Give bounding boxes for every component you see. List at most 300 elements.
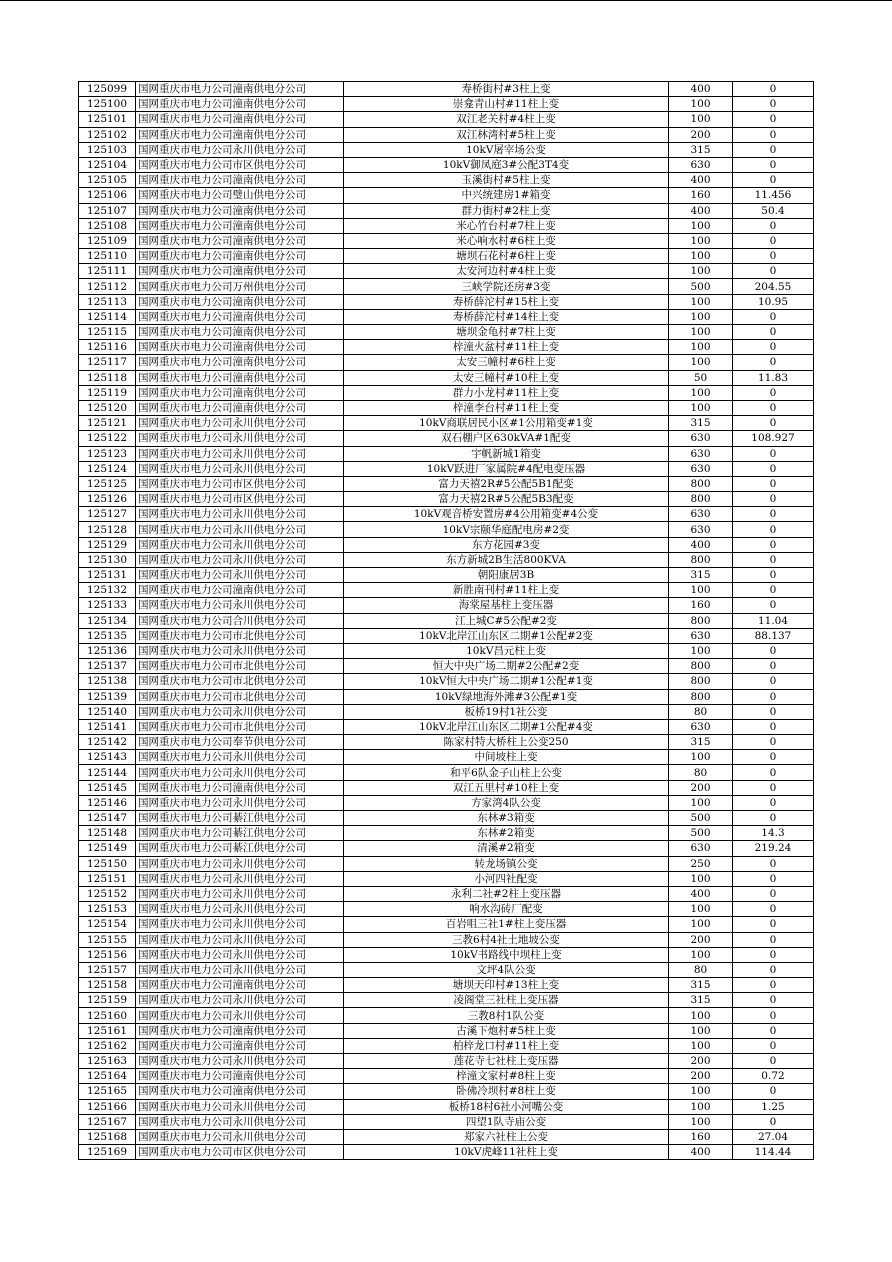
table-row	[79, 203, 814, 218]
capacity-cell: 100	[669, 400, 733, 415]
table-row	[79, 537, 814, 552]
value-cell: 11.04	[733, 613, 814, 628]
record-id-cell: 125120	[79, 400, 136, 415]
capacity-cell: 100	[669, 249, 733, 264]
value-cell: 0	[733, 583, 814, 598]
transformer-name-cell: 板桥18村6社小河嘴公变	[344, 1099, 669, 1114]
table-row	[79, 643, 814, 658]
record-id-cell: 125131	[79, 568, 136, 583]
company-cell: 国网重庆市电力公司市区供电分公司	[136, 476, 344, 491]
value-cell: 0	[733, 856, 814, 871]
transformer-name-cell: 中兴统建房1#箱变	[344, 188, 669, 203]
capacity-cell: 315	[669, 568, 733, 583]
value-cell: 11.456	[733, 188, 814, 203]
transformer-name-cell: 塘坝天印村#13柱上变	[344, 978, 669, 993]
value-cell: 0	[733, 522, 814, 537]
value-cell: 0	[733, 264, 814, 279]
capacity-cell: 800	[669, 476, 733, 491]
transformer-name-cell: 百岩咀三社1#柱上变压器	[344, 917, 669, 932]
table-row	[79, 446, 814, 461]
transformer-name-cell: 四望1队寺庙公变	[344, 1114, 669, 1129]
transformer-name-cell: 转龙场镇公变	[344, 856, 669, 871]
record-id-cell: 125100	[79, 97, 136, 112]
table-row	[79, 674, 814, 689]
table-row	[79, 82, 814, 97]
record-id-cell: 125130	[79, 552, 136, 567]
capacity-cell: 100	[669, 947, 733, 962]
company-cell: 国网重庆市电力公司潼南供电分公司	[136, 1069, 344, 1084]
record-id-cell: 125152	[79, 886, 136, 901]
transformer-name-cell: 恒大中央广场二期#2公配#2变	[344, 659, 669, 674]
transformer-name-cell: 古溪下炮村#5柱上变	[344, 1023, 669, 1038]
company-cell: 国网重庆市电力公司永川供电分公司	[136, 507, 344, 522]
record-id-cell: 125159	[79, 993, 136, 1008]
capacity-cell: 100	[669, 355, 733, 370]
company-cell: 国网重庆市电力公司潼南供电分公司	[136, 780, 344, 795]
company-cell: 国网重庆市电力公司璧山供电分公司	[136, 188, 344, 203]
record-id-cell: 125127	[79, 507, 136, 522]
company-cell: 国网重庆市电力公司万州供电分公司	[136, 279, 344, 294]
record-id-cell: 125140	[79, 704, 136, 719]
company-cell: 国网重庆市电力公司永川供电分公司	[136, 142, 344, 157]
value-cell: 0	[733, 993, 814, 1008]
record-id-cell: 125145	[79, 780, 136, 795]
record-id-cell: 125114	[79, 309, 136, 324]
capacity-cell: 100	[669, 643, 733, 658]
capacity-cell: 100	[669, 1099, 733, 1114]
record-id-cell: 125142	[79, 735, 136, 750]
value-cell: 0	[733, 309, 814, 324]
company-cell: 国网重庆市电力公司永川供电分公司	[136, 568, 344, 583]
record-id-cell: 125154	[79, 917, 136, 932]
transformer-name-cell: 海棠屋基柱上变压器	[344, 598, 669, 613]
transformer-name-cell: 塘坝石花村#6柱上变	[344, 249, 669, 264]
value-cell: 0	[733, 947, 814, 962]
record-id-cell: 125112	[79, 279, 136, 294]
record-id-cell: 125155	[79, 932, 136, 947]
record-id-cell: 125135	[79, 628, 136, 643]
record-id-cell: 125141	[79, 719, 136, 734]
value-cell: 0	[733, 719, 814, 734]
table-row	[79, 689, 814, 704]
capacity-cell: 630	[669, 446, 733, 461]
record-id-cell: 125101	[79, 112, 136, 127]
transformer-name-cell: 10kV宗颐华庭配电房#2变	[344, 522, 669, 537]
table-row	[79, 1099, 814, 1114]
table-row	[79, 1038, 814, 1053]
record-id-cell: 125104	[79, 157, 136, 172]
transformer-name-cell: 宇帆新城1箱变	[344, 446, 669, 461]
record-id-cell: 125160	[79, 1008, 136, 1023]
table-row	[79, 902, 814, 917]
transformer-name-cell: 10kV虎峰11社柱上变	[344, 1145, 669, 1160]
company-cell: 国网重庆市电力公司永川供电分公司	[136, 947, 344, 962]
transformer-name-cell: 响水沟砖厂配变	[344, 902, 669, 917]
capacity-cell: 630	[669, 461, 733, 476]
company-cell: 国网重庆市电力公司市北供电分公司	[136, 689, 344, 704]
capacity-cell: 100	[669, 264, 733, 279]
capacity-cell: 200	[669, 932, 733, 947]
capacity-cell: 100	[669, 340, 733, 355]
transformer-name-cell: 东方新城2B生活800KVA	[344, 552, 669, 567]
transformer-name-cell: 米心响水村#6柱上变	[344, 233, 669, 248]
company-cell: 国网重庆市电力公司永川供电分公司	[136, 993, 344, 1008]
record-id-cell: 125148	[79, 826, 136, 841]
table-row	[79, 97, 814, 112]
value-cell: 0	[733, 811, 814, 826]
transformer-name-cell: 卧佛冷坝村#8柱上变	[344, 1084, 669, 1099]
capacity-cell: 100	[669, 1023, 733, 1038]
value-cell: 0	[733, 82, 814, 97]
capacity-cell: 100	[669, 902, 733, 917]
table-row	[79, 795, 814, 810]
record-id-cell: 125102	[79, 127, 136, 142]
table-row	[79, 1023, 814, 1038]
record-id-cell: 125107	[79, 203, 136, 218]
record-id-cell: 125169	[79, 1145, 136, 1160]
transformer-name-cell: 10kV恒大中央广场二期#1公配#1变	[344, 674, 669, 689]
company-cell: 国网重庆市电力公司潼南供电分公司	[136, 1023, 344, 1038]
value-cell: 204.55	[733, 279, 814, 294]
transformer-name-cell: 清溪#2箱变	[344, 841, 669, 856]
transformer-name-cell: 双江老关村#4柱上变	[344, 112, 669, 127]
company-cell: 国网重庆市电力公司永川供电分公司	[136, 643, 344, 658]
transformer-name-cell: 郑家六社柱上公变	[344, 1129, 669, 1144]
table-row	[79, 127, 814, 142]
company-cell: 国网重庆市电力公司永川供电分公司	[136, 750, 344, 765]
value-cell: 0	[733, 1008, 814, 1023]
transformer-name-cell: 崇龛青山村#11柱上变	[344, 97, 669, 112]
company-cell: 国网重庆市电力公司永川供电分公司	[136, 1114, 344, 1129]
table-row	[79, 841, 814, 856]
value-cell: 0	[733, 704, 814, 719]
table-row	[79, 173, 814, 188]
capacity-cell: 200	[669, 127, 733, 142]
company-cell: 国网重庆市电力公司市北供电分公司	[136, 659, 344, 674]
company-cell: 国网重庆市电力公司潼南供电分公司	[136, 233, 344, 248]
capacity-cell: 100	[669, 871, 733, 886]
table-row	[79, 704, 814, 719]
capacity-cell: 630	[669, 719, 733, 734]
record-id-cell: 125156	[79, 947, 136, 962]
table-row	[79, 431, 814, 446]
capacity-cell: 630	[669, 841, 733, 856]
transformer-name-cell: 东林#3箱变	[344, 811, 669, 826]
table-row	[79, 583, 814, 598]
value-cell: 0	[733, 552, 814, 567]
capacity-cell: 200	[669, 1069, 733, 1084]
table-row	[79, 962, 814, 977]
value-cell: 11.83	[733, 370, 814, 385]
transformer-name-cell: 10kV北岸江山东区二期#1公配#4变	[344, 719, 669, 734]
value-cell: 0	[733, 643, 814, 658]
value-cell: 0	[733, 962, 814, 977]
table-row	[79, 249, 814, 264]
table-row	[79, 1008, 814, 1023]
table-body	[79, 82, 814, 1160]
table-row	[79, 978, 814, 993]
capacity-cell: 500	[669, 826, 733, 841]
table-row	[79, 765, 814, 780]
table-row	[79, 218, 814, 233]
transformer-name-cell: 太安河边村#4柱上变	[344, 264, 669, 279]
record-id-cell: 125134	[79, 613, 136, 628]
capacity-cell: 100	[669, 750, 733, 765]
record-id-cell: 125108	[79, 218, 136, 233]
transformer-name-cell: 米心竹台村#7柱上变	[344, 218, 669, 233]
table-row	[79, 340, 814, 355]
value-cell: 0	[733, 780, 814, 795]
company-cell: 国网重庆市电力公司永川供电分公司	[136, 598, 344, 613]
record-id-cell: 125151	[79, 871, 136, 886]
transformer-name-cell: 10kV屠宰场公变	[344, 142, 669, 157]
company-cell: 国网重庆市电力公司市区供电分公司	[136, 157, 344, 172]
transformer-name-cell: 双石棚户区630kVA#1配变	[344, 431, 669, 446]
value-cell: 0	[733, 355, 814, 370]
transformer-name-cell: 10kV昌元柱上变	[344, 643, 669, 658]
company-cell: 国网重庆市电力公司潼南供电分公司	[136, 127, 344, 142]
record-id-cell: 125124	[79, 461, 136, 476]
company-cell: 国网重庆市电力公司永川供电分公司	[136, 765, 344, 780]
company-cell: 国网重庆市电力公司潼南供电分公司	[136, 218, 344, 233]
table-row	[79, 112, 814, 127]
capacity-cell: 160	[669, 1129, 733, 1144]
table-row	[79, 279, 814, 294]
table-row	[79, 780, 814, 795]
record-id-cell: 125144	[79, 765, 136, 780]
table-row	[79, 385, 814, 400]
record-id-cell: 125103	[79, 142, 136, 157]
record-id-cell: 125153	[79, 902, 136, 917]
value-cell: 114.44	[733, 1145, 814, 1160]
table-row	[79, 947, 814, 962]
value-cell: 0	[733, 537, 814, 552]
value-cell: 88.137	[733, 628, 814, 643]
record-id-cell: 125129	[79, 537, 136, 552]
transformer-name-cell: 富力天禧2R#5公配5B3配变	[344, 492, 669, 507]
record-id-cell: 125143	[79, 750, 136, 765]
capacity-cell: 630	[669, 157, 733, 172]
transformer-name-cell: 凌阁堂三社柱上变压器	[344, 993, 669, 1008]
table-row	[79, 370, 814, 385]
capacity-cell: 100	[669, 325, 733, 340]
table-row	[79, 932, 814, 947]
value-cell: 0	[733, 568, 814, 583]
value-cell: 0	[733, 659, 814, 674]
record-id-cell: 125105	[79, 173, 136, 188]
company-cell: 国网重庆市电力公司永川供电分公司	[136, 461, 344, 476]
value-cell: 0	[733, 385, 814, 400]
table-row	[79, 886, 814, 901]
capacity-cell: 100	[669, 218, 733, 233]
record-id-cell: 125115	[79, 325, 136, 340]
capacity-cell: 630	[669, 431, 733, 446]
record-id-cell: 125136	[79, 643, 136, 658]
transformer-name-cell: 梓潼火盆村#11柱上变	[344, 340, 669, 355]
record-id-cell: 125166	[79, 1099, 136, 1114]
table-row	[79, 1069, 814, 1084]
capacity-cell: 800	[669, 613, 733, 628]
company-cell: 国网重庆市电力公司永川供电分公司	[136, 917, 344, 932]
record-id-cell: 125106	[79, 188, 136, 203]
table-row	[79, 325, 814, 340]
capacity-cell: 315	[669, 993, 733, 1008]
capacity-cell: 160	[669, 598, 733, 613]
transformer-name-cell: 10kV跃进厂家属院#4配电变压器	[344, 461, 669, 476]
transformer-name-cell: 新胜南刊村#11柱上变	[344, 583, 669, 598]
value-cell: 1.25	[733, 1099, 814, 1114]
value-cell: 0	[733, 1023, 814, 1038]
company-cell: 国网重庆市电力公司市北供电分公司	[136, 719, 344, 734]
capacity-cell: 250	[669, 856, 733, 871]
record-id-cell: 125162	[79, 1038, 136, 1053]
value-cell: 14.3	[733, 826, 814, 841]
company-cell: 国网重庆市电力公司市北供电分公司	[136, 674, 344, 689]
record-id-cell: 125110	[79, 249, 136, 264]
company-cell: 国网重庆市电力公司潼南供电分公司	[136, 249, 344, 264]
record-id-cell: 125147	[79, 811, 136, 826]
table-row	[79, 917, 814, 932]
value-cell: 0	[733, 97, 814, 112]
page-top-rule	[0, 0, 892, 1]
capacity-cell: 400	[669, 203, 733, 218]
value-cell: 0	[733, 674, 814, 689]
value-cell: 0	[733, 446, 814, 461]
company-cell: 国网重庆市电力公司潼南供电分公司	[136, 1084, 344, 1099]
company-cell: 国网重庆市电力公司奉节供电分公司	[136, 735, 344, 750]
transformer-name-cell: 和平6队金子山柱上公变	[344, 765, 669, 780]
record-id-cell: 125123	[79, 446, 136, 461]
capacity-cell: 80	[669, 704, 733, 719]
capacity-cell: 315	[669, 735, 733, 750]
capacity-cell: 400	[669, 1145, 733, 1160]
table-row	[79, 1114, 814, 1129]
record-id-cell: 125157	[79, 962, 136, 977]
company-cell: 国网重庆市电力公司永川供电分公司	[136, 704, 344, 719]
table-row	[79, 492, 814, 507]
company-cell: 国网重庆市电力公司永川供电分公司	[136, 1099, 344, 1114]
transformer-name-cell: 陈家村特大桥柱上公变250	[344, 735, 669, 750]
value-cell: 0	[733, 249, 814, 264]
value-cell: 0	[733, 886, 814, 901]
company-cell: 国网重庆市电力公司市区供电分公司	[136, 492, 344, 507]
transformer-name-cell: 东方花园#3变	[344, 537, 669, 552]
transformer-name-cell: 板桥19村1社公变	[344, 704, 669, 719]
company-cell: 国网重庆市电力公司潼南供电分公司	[136, 294, 344, 309]
table-row	[79, 628, 814, 643]
value-cell: 0	[733, 476, 814, 491]
table-row	[79, 993, 814, 1008]
capacity-cell: 500	[669, 811, 733, 826]
table-row	[79, 811, 814, 826]
capacity-cell: 50	[669, 370, 733, 385]
table-row	[79, 719, 814, 734]
transformer-name-cell: 东林#2箱变	[344, 826, 669, 841]
transformer-name-cell: 太安三幢村#6柱上变	[344, 355, 669, 370]
capacity-cell: 200	[669, 780, 733, 795]
transformer-name-cell: 群力街村#2柱上变	[344, 203, 669, 218]
record-id-cell: 125111	[79, 264, 136, 279]
transformer-name-cell: 江上城C#5公配#2变	[344, 613, 669, 628]
record-id-cell: 125126	[79, 492, 136, 507]
transformer-name-cell: 永利二社#2柱上变压器	[344, 886, 669, 901]
value-cell: 0	[733, 1114, 814, 1129]
capacity-cell: 200	[669, 1054, 733, 1069]
record-id-cell: 125158	[79, 978, 136, 993]
record-id-cell: 125164	[79, 1069, 136, 1084]
company-cell: 国网重庆市电力公司永川供电分公司	[136, 1129, 344, 1144]
company-cell: 国网重庆市电力公司潼南供电分公司	[136, 370, 344, 385]
transformer-name-cell: 梓潼李台村#11柱上变	[344, 400, 669, 415]
transformer-name-cell: 双江林湾村#5柱上变	[344, 127, 669, 142]
table-row	[79, 157, 814, 172]
record-id-cell: 125125	[79, 476, 136, 491]
capacity-cell: 500	[669, 279, 733, 294]
transformer-name-cell: 寿桥薛沱村#14柱上变	[344, 309, 669, 324]
value-cell: 0	[733, 340, 814, 355]
capacity-cell: 400	[669, 537, 733, 552]
transformer-name-cell: 玉溪街村#5柱上变	[344, 173, 669, 188]
table-row	[79, 233, 814, 248]
capacity-cell: 100	[669, 294, 733, 309]
table-row	[79, 188, 814, 203]
record-id-cell: 125138	[79, 674, 136, 689]
capacity-cell: 100	[669, 583, 733, 598]
value-cell: 0	[733, 765, 814, 780]
company-cell: 国网重庆市电力公司永川供电分公司	[136, 902, 344, 917]
transformer-name-cell: 柏梓龙口村#11柱上变	[344, 1038, 669, 1053]
value-cell: 0	[733, 689, 814, 704]
table-row	[79, 1129, 814, 1144]
value-cell: 0	[733, 142, 814, 157]
company-cell: 国网重庆市电力公司永川供电分公司	[136, 446, 344, 461]
company-cell: 国网重庆市电力公司潼南供电分公司	[136, 173, 344, 188]
transformer-name-cell: 小河四社配变	[344, 871, 669, 886]
table-row	[79, 461, 814, 476]
table-row	[79, 856, 814, 871]
company-cell: 国网重庆市电力公司潼南供电分公司	[136, 97, 344, 112]
value-cell: 10.95	[733, 294, 814, 309]
table-row	[79, 507, 814, 522]
value-cell: 0	[733, 233, 814, 248]
capacity-cell: 800	[669, 674, 733, 689]
transformer-name-cell: 莲花寺七社柱上变压器	[344, 1054, 669, 1069]
value-cell: 0	[733, 492, 814, 507]
company-cell: 国网重庆市电力公司潼南供电分公司	[136, 309, 344, 324]
company-cell: 国网重庆市电力公司潼南供电分公司	[136, 112, 344, 127]
capacity-cell: 100	[669, 112, 733, 127]
capacity-cell: 800	[669, 659, 733, 674]
transformer-table	[78, 81, 814, 1160]
capacity-cell: 315	[669, 978, 733, 993]
company-cell: 国网重庆市电力公司永川供电分公司	[136, 431, 344, 446]
value-cell: 0	[733, 127, 814, 142]
company-cell: 国网重庆市电力公司潼南供电分公司	[136, 400, 344, 415]
company-cell: 国网重庆市电力公司潼南供电分公司	[136, 978, 344, 993]
table-row	[79, 871, 814, 886]
capacity-cell: 400	[669, 886, 733, 901]
value-cell: 0	[733, 932, 814, 947]
value-cell: 27.04	[733, 1129, 814, 1144]
record-id-cell: 125128	[79, 522, 136, 537]
record-id-cell: 125116	[79, 340, 136, 355]
record-id-cell: 125163	[79, 1054, 136, 1069]
table-row	[79, 1054, 814, 1069]
capacity-cell: 100	[669, 1114, 733, 1129]
table-row	[79, 264, 814, 279]
value-cell: 0	[733, 218, 814, 233]
table-row	[79, 598, 814, 613]
